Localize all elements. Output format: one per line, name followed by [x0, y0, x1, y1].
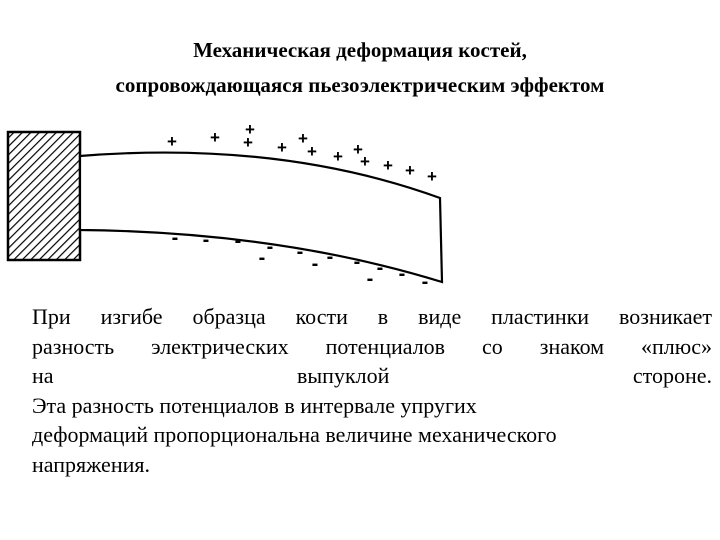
- minus-charge-4: -: [266, 236, 274, 258]
- explanation-text: [32, 302, 712, 479]
- minus-charge-12: -: [311, 253, 319, 275]
- para1-line-3: на выпуклой стороне.: [32, 363, 712, 388]
- minus-charge-5: -: [296, 241, 304, 263]
- para1-line-2: разность электрических потенциалов со знаком «плюс»: [32, 333, 712, 359]
- minus-charge-9: -: [398, 263, 406, 285]
- minus-charge-8: -: [376, 257, 384, 279]
- plus-charge-1: +: [167, 132, 177, 151]
- bone-bending-diagram: [0, 120, 720, 300]
- plus-charge-5: +: [307, 142, 317, 161]
- clamp-block: [8, 132, 80, 260]
- plus-charge-9: +: [405, 161, 415, 180]
- para2-line-2: деформаций пропорциональна величине механического: [32, 422, 557, 447]
- minus-charge-1: -: [171, 227, 179, 249]
- para2-line-1: Эта разность потенциалов в интервале упругих: [32, 392, 477, 418]
- plus-charge-3: +: [243, 133, 253, 152]
- minus-charge-7: -: [353, 251, 361, 273]
- plus-charge-6: +: [333, 147, 343, 166]
- minus-charge-10: -: [421, 271, 429, 293]
- plus-charge-13: +: [353, 140, 363, 159]
- plus-charge-4: +: [277, 138, 287, 157]
- paragraph-1: [32, 302, 712, 391]
- slide-title: [0, 33, 720, 103]
- para2-line-3: напряжения.: [32, 451, 150, 477]
- plus-charge-12: +: [298, 129, 308, 148]
- minus-charge-11: -: [258, 247, 266, 269]
- para1-line-1: При изгибе образца кости в виде пластинки возникает: [32, 304, 712, 329]
- plus-charge-11: +: [245, 120, 255, 139]
- paragraph-2: [32, 391, 712, 480]
- minus-charge-13: -: [366, 268, 374, 290]
- plus-charge-2: +: [210, 128, 220, 147]
- title-line-2: сопровождающаяся пьезоэлектрическим эффектом: [115, 73, 605, 97]
- minus-charge-3: -: [234, 230, 242, 252]
- minus-charge-2: -: [202, 229, 210, 251]
- plus-charge-10: +: [427, 167, 437, 186]
- plus-charge-7: +: [360, 152, 370, 171]
- plus-charge-8: +: [383, 156, 393, 175]
- title-line-1: Механическая деформация костей,: [193, 38, 527, 62]
- minus-charge-6: -: [326, 246, 334, 268]
